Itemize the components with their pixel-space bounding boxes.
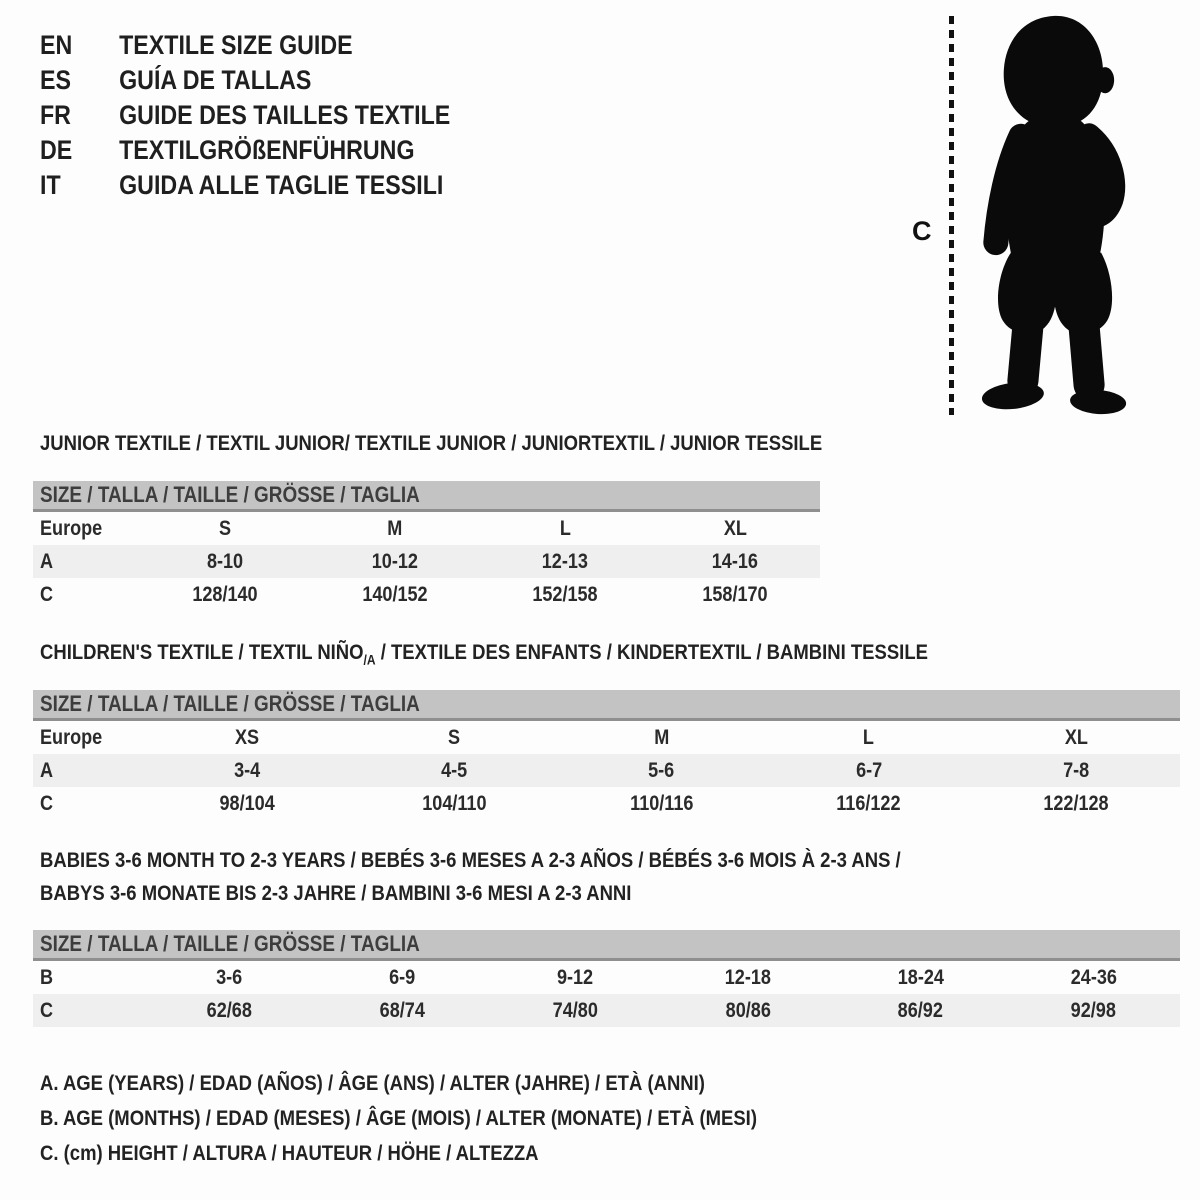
table-row xyxy=(33,578,820,611)
babies-size-header-bar xyxy=(33,930,1180,961)
children-section-heading xyxy=(33,640,1180,668)
table-cell: 6-7 xyxy=(855,758,882,782)
size-header-text: SIZE / TALLA / TAILLE / GRÖSSE / TAGLIA xyxy=(40,691,420,716)
table-cell: 98/104 xyxy=(219,791,275,815)
children-size-table xyxy=(33,721,1180,820)
table-cell: 62/68 xyxy=(206,998,253,1022)
lang-code: DE xyxy=(40,135,73,165)
table-cell: XL xyxy=(1064,725,1088,749)
section-children-textile xyxy=(33,640,1180,820)
row-label: C xyxy=(40,582,54,606)
table-row xyxy=(33,721,1180,754)
height-measure-line xyxy=(949,16,954,415)
table-cell: 3-6 xyxy=(216,965,243,989)
table-cell: XS xyxy=(234,725,259,749)
table-cell: 7-8 xyxy=(1063,758,1090,782)
lang-row-de xyxy=(40,133,450,168)
table-cell: 128/140 xyxy=(192,582,258,606)
table-cell: 3-4 xyxy=(233,758,260,782)
language-title-list xyxy=(40,28,517,203)
height-measure-label: C xyxy=(912,216,932,246)
row-label: A xyxy=(40,549,54,573)
table-cell: 92/98 xyxy=(1070,998,1117,1022)
table-row xyxy=(33,754,1180,787)
babies-heading-line2: BABYS 3-6 MONATE BIS 2-3 JAHRE / BAMBINI 3-6 MESI A 2-3 ANNI xyxy=(40,881,632,905)
table-cell: 10-12 xyxy=(371,549,419,573)
table-cell: 24-36 xyxy=(1070,965,1117,989)
table-cell: 12-13 xyxy=(541,549,589,573)
table-cell: XL xyxy=(723,516,747,540)
table-cell: 68/74 xyxy=(379,998,425,1022)
section-babies-textile xyxy=(33,844,1180,1027)
table-cell: 122/128 xyxy=(1043,791,1109,815)
table-cell: 18-24 xyxy=(897,965,944,989)
lang-code: IT xyxy=(40,170,61,200)
legend-line-a: A. AGE (YEARS) / EDAD (AÑOS) / ÂGE (ANS) / ALTER (JAHRE) / ETÀ (ANNI) xyxy=(40,1071,705,1095)
lang-title: TEXTILE SIZE GUIDE xyxy=(119,30,353,60)
lang-code: FR xyxy=(40,100,71,130)
children-heading-subscript: /A xyxy=(363,651,376,668)
measurement-legend xyxy=(40,1066,874,1171)
lang-row-es xyxy=(40,63,450,98)
row-label: B xyxy=(40,965,54,989)
junior-section-heading xyxy=(33,431,823,455)
children-heading-text: CHILDREN'S TEXTILE / TEXTIL $NIÑO_{/A}$ / TEXTILE DES ENFANTS / KINDERTEXTIL / BAMBINI TESSILE xyxy=(40,640,928,668)
table-cell: 158/170 xyxy=(702,582,768,606)
table-row xyxy=(33,512,820,545)
lang-title: GUÍA DE TALLAS xyxy=(119,65,312,95)
lang-title: TEXTILGRÖßENFÜHRUNG xyxy=(119,135,415,165)
table-cell: 6-9 xyxy=(389,965,416,989)
lang-code: ES xyxy=(40,65,71,95)
lang-row-it xyxy=(40,168,450,203)
table-row xyxy=(33,787,1180,820)
row-label: Europe xyxy=(40,725,103,749)
table-row xyxy=(33,545,820,578)
table-cell: 152/158 xyxy=(532,582,598,606)
table-cell: 12-18 xyxy=(724,965,771,989)
row-label: C xyxy=(40,791,54,815)
size-header-text: SIZE / TALLA / TAILLE / GRÖSSE / TAGLIA xyxy=(40,931,420,956)
table-cell: M xyxy=(387,516,403,540)
table-cell: 14-16 xyxy=(711,549,759,573)
table-cell: 5-6 xyxy=(648,758,675,782)
lang-row-en xyxy=(40,28,450,63)
table-row xyxy=(33,994,1180,1027)
lang-row-fr xyxy=(40,98,450,133)
table-cell: S xyxy=(448,725,461,749)
lang-title: GUIDA ALLE TAGLIE TESSILI xyxy=(119,170,444,200)
lang-title: GUIDE DES TAILLES TEXTILE xyxy=(119,100,451,130)
table-cell: 104/110 xyxy=(421,791,487,815)
junior-size-header-bar xyxy=(33,481,820,512)
table-cell: S xyxy=(218,516,232,540)
table-cell: 110/116 xyxy=(629,791,694,815)
table-cell: L xyxy=(863,725,875,749)
junior-size-table xyxy=(33,512,820,611)
babies-heading-line1: BABIES 3-6 MONTH TO 2-3 YEARS / BEBÉS 3-6 MESES A 2-3 AÑOS / BÉBÉS 3-6 MOIS À 2-3 ANS / xyxy=(40,848,901,872)
section-junior-textile xyxy=(33,431,823,611)
table-cell: L xyxy=(559,516,571,540)
babies-size-table xyxy=(33,961,1180,1027)
row-label: C xyxy=(40,998,54,1022)
size-header-text: SIZE / TALLA / TAILLE / GRÖSSE / TAGLIA xyxy=(40,482,420,507)
lang-code: EN xyxy=(40,30,73,60)
toddler-silhouette-icon xyxy=(962,14,1148,420)
babies-section-heading xyxy=(33,844,1180,910)
table-cell: 86/92 xyxy=(898,998,944,1022)
table-cell: M xyxy=(653,725,669,749)
table-cell: 116/122 xyxy=(836,791,902,815)
row-label: A xyxy=(40,758,54,782)
table-cell: 74/80 xyxy=(552,998,598,1022)
row-label: Europe xyxy=(40,516,103,540)
table-cell: 140/152 xyxy=(362,582,428,606)
table-cell: 80/86 xyxy=(725,998,771,1022)
table-cell: 4-5 xyxy=(441,758,468,782)
legend-line-c: C. (cm) HEIGHT / ALTURA / HAUTEUR / HÖHE / ALTEZZA xyxy=(40,1141,539,1165)
children-size-header-bar xyxy=(33,690,1180,721)
table-row xyxy=(33,961,1180,994)
table-cell: 9-12 xyxy=(556,965,594,989)
junior-heading-text: JUNIOR TEXTILE / TEXTIL JUNIOR/ TEXTILE JUNIOR / JUNIORTEXTIL / JUNIOR TESSILE xyxy=(40,431,823,455)
legend-line-b: B. AGE (MONTHS) / EDAD (MESES) / ÂGE (MOIS) / ALTER (MONATE) / ETÀ (MESI) xyxy=(40,1106,757,1130)
table-cell: 8-10 xyxy=(206,549,244,573)
